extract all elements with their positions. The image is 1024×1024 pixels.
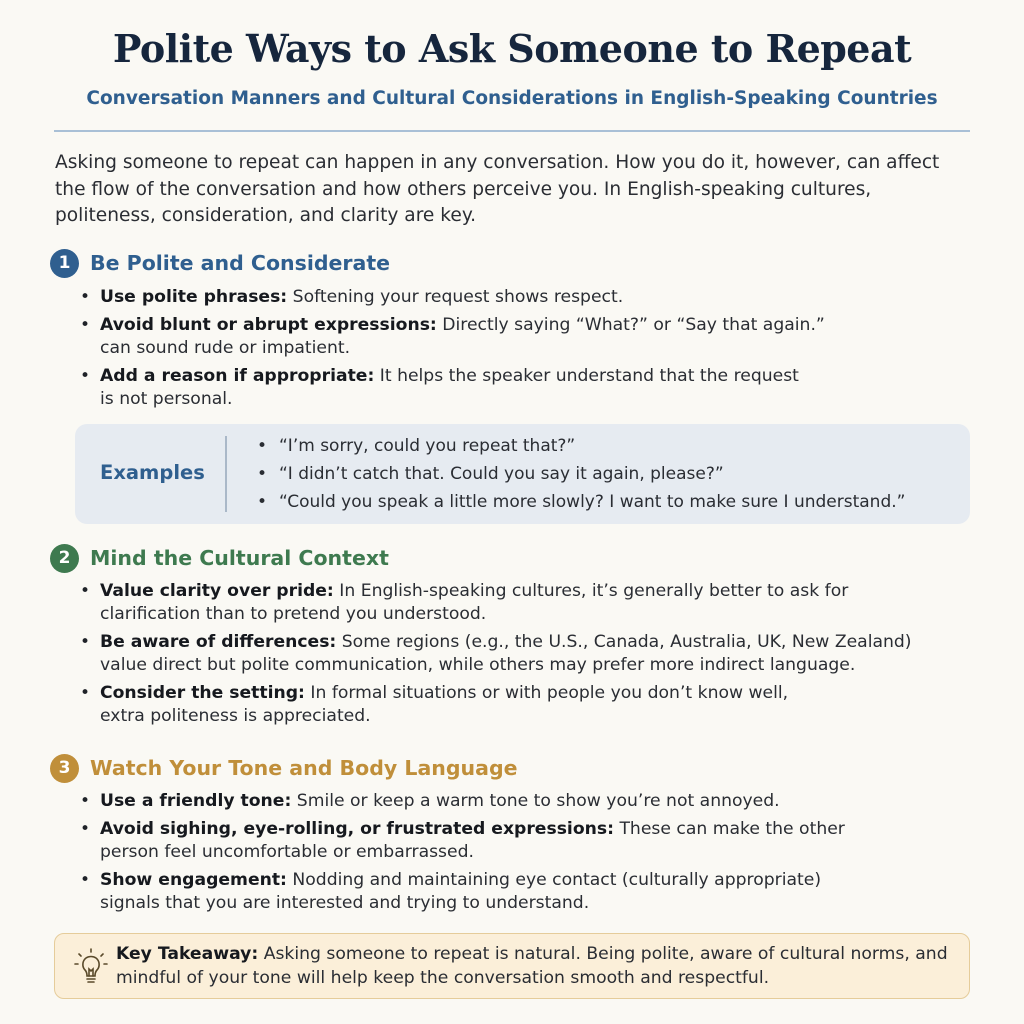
item-label: Avoid sighing, eye-rolling, or frustrated expressions: <box>100 819 614 839</box>
item-label: Consider the setting: <box>100 683 305 703</box>
item-text: Nodding and maintaining eye contact (culturally appropriate) signals that you are interested and trying to understand. <box>100 870 822 913</box>
list-item <box>76 818 876 864</box>
list-item <box>76 869 836 915</box>
item-text: Directly saying “What?” or “Say that again.” can sound rude or impatient. <box>100 315 825 358</box>
examples-box <box>75 424 970 524</box>
item-label: Add a reason if appropriate: <box>100 366 375 386</box>
examples-divider <box>225 436 227 512</box>
item-label: Be aware of differences: <box>100 632 337 652</box>
item-text: It helps the speaker understand that the request is not personal. <box>100 366 799 409</box>
item-text: Softening your request shows respect. <box>292 287 624 307</box>
item-label: Value clarity over pride: <box>100 581 334 601</box>
header-divider <box>54 130 970 132</box>
list-item <box>76 631 956 677</box>
page-subtitle: Conversation Manners and Cultural Considerations in English-Speaking Countries <box>86 88 938 109</box>
section-2-title: Mind the Cultural Context <box>90 546 389 570</box>
section-3-number-badge: 3 <box>50 754 79 783</box>
list-item <box>76 365 806 411</box>
example-item: • “I’m sorry, could you repeat that?” <box>255 432 905 460</box>
section-3-title: Watch Your Tone and Body Language <box>90 756 518 780</box>
list-item <box>76 580 866 626</box>
item-label: Show engagement: <box>100 870 287 890</box>
section-2-list <box>76 580 986 733</box>
key-takeaway-text <box>116 942 956 990</box>
example-item: • “Could you speak a little more slowly? I want to make sure I understand.” <box>255 488 905 516</box>
list-item <box>76 790 986 813</box>
example-item: • “I didn’t catch that. Could you say it again, please?” <box>255 460 905 488</box>
section-2-number-badge: 2 <box>50 544 79 573</box>
section-3-heading <box>50 753 518 783</box>
list-item <box>76 286 986 309</box>
page-title: Polite Ways to Ask Someone to Repeat <box>112 26 912 71</box>
key-takeaway-box <box>54 933 970 999</box>
section-1-list <box>76 286 986 416</box>
item-text: In formal situations or with people you don’t know well, extra politeness is appreciated. <box>100 683 789 726</box>
item-text: Some regions (e.g., the U.S., Canada, Australia, UK, New Zealand) value direct but polite communication, while others may prefer more indirect language. <box>100 632 912 675</box>
item-label: Use polite phrases: <box>100 287 288 307</box>
examples-label: Examples <box>100 461 205 484</box>
list-item <box>76 314 836 360</box>
item-text: In English-speaking cultures, it’s generally better to ask for clarification than to pretend you understood. <box>100 581 849 624</box>
item-text: These can make the other person feel uncomfortable or embarrassed. <box>100 819 845 862</box>
section-1-heading <box>50 248 390 278</box>
intro-paragraph: Asking someone to repeat can happen in any conversation. How you do it, however, can affect the flow of the conversation and how others perceive you. In English-speaking cultures, politeness, consideration, and clarity are key. <box>55 152 940 226</box>
lightbulb-icon <box>73 947 109 987</box>
item-label: Avoid blunt or abrupt expressions: <box>100 315 437 335</box>
item-text: Smile or keep a warm tone to show you’re not annoyed. <box>296 791 780 811</box>
key-takeaway-body: Asking someone to repeat is natural. Being polite, aware of cultural norms, and mindful of your tone will help keep the conversation smooth and respectful. <box>116 944 948 988</box>
examples-list <box>255 432 905 516</box>
section-1-title: Be Polite and Considerate <box>90 251 391 275</box>
section-3-list <box>76 790 986 920</box>
list-item <box>76 682 796 728</box>
section-1-number-badge: 1 <box>50 249 79 278</box>
key-takeaway-label: Key Takeaway: <box>116 944 259 964</box>
item-label: Use a friendly tone: <box>100 791 292 811</box>
section-2-heading <box>50 543 389 573</box>
